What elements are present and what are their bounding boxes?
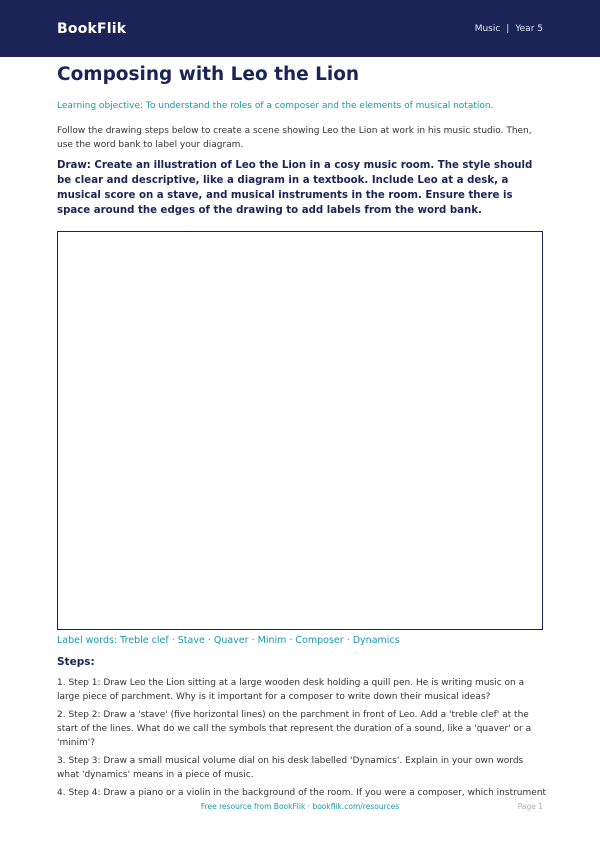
- learning-objective: Learning objective: To understand the roles of a composer and the elements of musical notation.: [57, 101, 494, 111]
- drawing-area[interactable]: [57, 231, 543, 630]
- label-word-bank: Label words: Treble clef · Stave · Quaver · Minim · Composer · Dynamics: [57, 635, 400, 646]
- year-label: Year 5: [515, 23, 543, 34]
- intro-text: Follow the drawing steps below to create a scene showing Leo the Lion at work in his music studio. Then, use the word bank to label your diagram.: [57, 126, 532, 150]
- step-item-2: 2. Step 2: Draw a 'stave' (five horizontal lines) on the parchment in front of Leo. Add a 'treble clef' at the start of the lines. What do we call the symbols that represent the duration of a sound, like a 'quaver' or a 'minim'?: [57, 710, 532, 748]
- brand-logo: BookFlik: [57, 20, 127, 37]
- step-item-1: 1. Step 1: Draw Leo the Lion sitting at a large wooden desk holding a quill pen. He is writing music on a large piece of parchment. Why is it important for a composer to write down their musical ideas?: [57, 678, 525, 702]
- subject-year: [475, 24, 543, 34]
- step-item-3: 3. Step 3: Draw a small musical volume dial on his desk labelled 'Dynamics'. Explain in your own words what 'dynamics' means in a piece of music.: [57, 756, 524, 780]
- page-title: Composing with Leo the Lion: [57, 64, 360, 85]
- footer-credit: Free resource from BookFlik · bookflik.com/resources: [200, 802, 400, 811]
- page-header: [0, 0, 600, 57]
- step-item-4: 4. Step 4: Draw a piano or a violin in the background of the room. If you were a composer, which instrument: [57, 788, 547, 798]
- draw-instruction: Draw: Create an illustration of Leo the Lion in a cosy music room. The style should be clear and descriptive, like a diagram in a textbook. Include Leo at a desk, a musical score on a stave, and musical instruments in the room. Ensure there is space around the edges of the drawing to add labels from the word bank.: [57, 160, 533, 216]
- meta-separator: |: [506, 23, 510, 34]
- subject-label: Music: [474, 23, 501, 34]
- page-number: Page 1: [517, 802, 543, 811]
- steps-list: [57, 676, 547, 798]
- steps-heading: Steps:: [57, 656, 95, 668]
